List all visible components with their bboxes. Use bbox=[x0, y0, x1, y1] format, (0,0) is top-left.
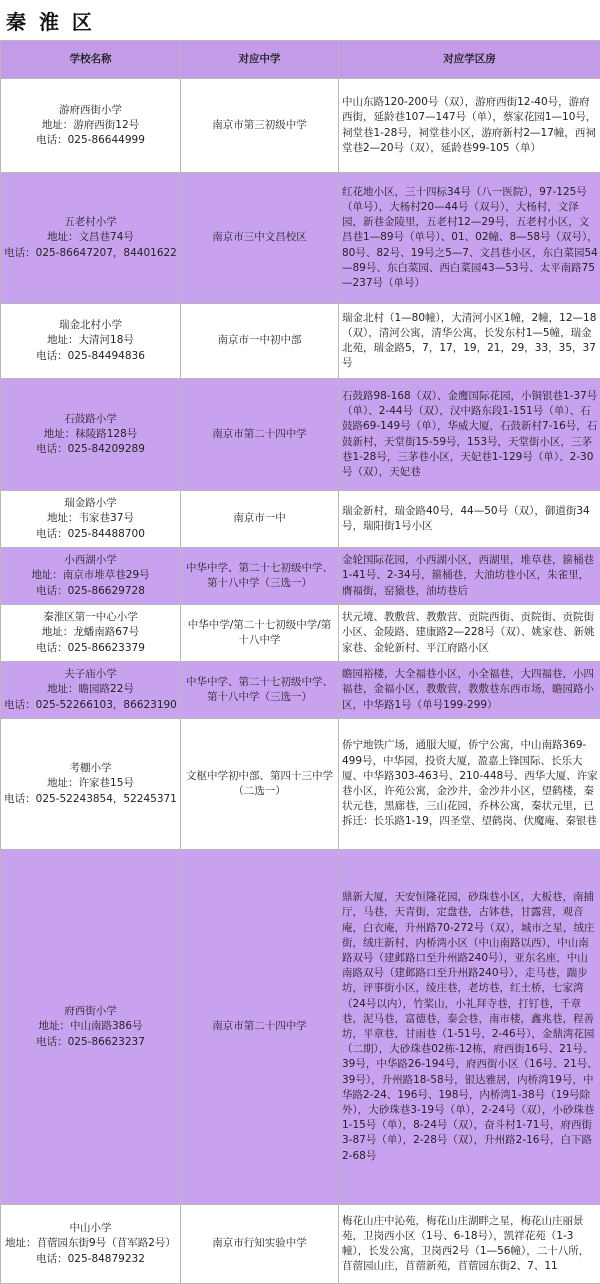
address-value: 南京市堆草巷29号 bbox=[63, 569, 150, 581]
table-header-row bbox=[1, 41, 600, 79]
table-row bbox=[1, 79, 600, 173]
school-address bbox=[3, 427, 178, 442]
address-label: 地址： bbox=[47, 777, 79, 789]
table-row bbox=[1, 719, 600, 850]
phone-label: 电话： bbox=[36, 134, 68, 146]
address-value: 文昌巷74号 bbox=[79, 231, 134, 243]
school-address bbox=[3, 333, 178, 348]
middle-school-cell: 南京市第三初级中学 bbox=[181, 79, 339, 173]
phone-label: 电话： bbox=[36, 585, 68, 597]
table-row bbox=[1, 491, 600, 548]
school-cell bbox=[1, 605, 181, 662]
table-row bbox=[1, 605, 600, 662]
school-name: 考棚小学 bbox=[3, 761, 178, 776]
district-housing-cell: 状元境、教敷营、教敷营、贡院西街、贡院街、贡院街小区、金陵路、建康路2—228号（双）、姚家巷、新姚家巷、金轮新村、平江府路小区 bbox=[339, 605, 600, 662]
address-label: 地址： bbox=[47, 231, 79, 243]
phone-label: 电话： bbox=[4, 247, 36, 259]
middle-school-cell: 南京市第二十四中学 bbox=[181, 850, 339, 1205]
school-phone bbox=[3, 527, 178, 542]
district-housing-cell: 石鼓路98-168（双）、金鹰国际花园，小铜银巷1-37号（单）、2-44号（双），汉中路东段1-151号（单）、石鼓路69-149号（单），华威大厦，石鼓新村7-16号，石鼓新村，天堂街15-59号，153号，天堂街小区，三茅巷1-28号，三茅巷小区，天妃巷1-129号（单）、2-30号（双），天妃巷 bbox=[339, 379, 600, 491]
school-name: 五老村小学 bbox=[3, 215, 178, 230]
school-address bbox=[3, 568, 178, 583]
school-cell bbox=[1, 662, 181, 719]
address-value: 游府西街12号 bbox=[73, 119, 139, 131]
phone-label: 电话： bbox=[36, 443, 68, 455]
phone-label: 电话： bbox=[36, 642, 68, 654]
table-row bbox=[1, 304, 600, 379]
phone-label: 电话： bbox=[4, 699, 36, 711]
school-phone bbox=[3, 133, 178, 148]
table-row bbox=[1, 379, 600, 491]
middle-school-cell: 中华中学、第二十七初级中学、第十八中学（三选一） bbox=[181, 548, 339, 605]
address-value: 中山南路386号 bbox=[70, 1020, 143, 1032]
district-housing-cell: 中山东路120-200号（双），游府西街12-40号，游府西街，延龄巷107—147号（单），蔡家花园1—10号，祠堂巷1-28号，祠堂巷小区，游府新村2—17幢，西祠堂巷2—20号（双），延龄巷99-105（单） bbox=[339, 79, 600, 173]
table-row bbox=[1, 1205, 600, 1284]
school-district-table bbox=[0, 40, 600, 1284]
middle-school-cell: 南京市第二十四中学 bbox=[181, 379, 339, 491]
school-cell bbox=[1, 548, 181, 605]
phone-value: 025-86647207，84401622 bbox=[36, 247, 177, 259]
table-row bbox=[1, 548, 600, 605]
middle-school-cell: 中华中学、第二十七初级中学、第十八中学（三选一） bbox=[181, 662, 339, 719]
school-name: 夫子庙小学 bbox=[3, 667, 178, 682]
address-value: 秣陵路128号 bbox=[75, 428, 137, 440]
header-district-housing: 对应学区房 bbox=[339, 41, 600, 79]
school-cell bbox=[1, 379, 181, 491]
address-value: 苜蓿园东街9号（苜军路2号） bbox=[37, 1237, 176, 1249]
address-value: 瞻园路22号 bbox=[79, 683, 134, 695]
school-name: 府西街小学 bbox=[3, 1004, 178, 1019]
address-label: 地址： bbox=[38, 1020, 70, 1032]
school-address bbox=[3, 625, 178, 640]
phone-label: 电话： bbox=[36, 350, 68, 362]
address-value: 龙蟠南路67号 bbox=[73, 626, 139, 638]
school-phone bbox=[3, 792, 178, 807]
phone-value: 025-84494836 bbox=[68, 350, 145, 362]
school-cell bbox=[1, 850, 181, 1205]
school-address bbox=[3, 776, 178, 791]
school-cell bbox=[1, 79, 181, 173]
school-phone bbox=[3, 442, 178, 457]
phone-value: 025-52243854，52245371 bbox=[36, 793, 177, 805]
phone-value: 025-84209289 bbox=[68, 443, 145, 455]
table-row bbox=[1, 173, 600, 304]
phone-label: 电话： bbox=[36, 528, 68, 540]
district-housing-cell: 红花地小区，三十四标34号（八一医院），97-125号（单号），大杨村20—44号（双号），大杨村，文泽园，新巷金陵里，五老村12—29号，五老村小区，文昌巷1—89号（单号）、01、02幢、8—58号（双号），80号、82号、19号之5—7、文昌巷小区，东白菜园54—89号、东白菜园、西白菜园43—53号、太平南路75—237号（单号） bbox=[339, 173, 600, 304]
district-housing-cell: 鼎新大厦，天安恒隆花园，砂珠巷小区，大板巷，南捕厅，马巷，天青街，定盘巷，古钵巷，甘露营，观音庵，白衣庵，升州路70-272号（双），城市之星，绒庄街，绒庄新村，内桥湾小区（中山南路以西），中山南路双号（建邺路口至升州路240号），亚东名座，中山南路双号（建邺路口至升州路240号），走马巷，踹步坊，评事街小区，绫庄巷，老坊巷，红土桥，七家湾（24号以内），竹桨山，小礼拜寺巷，打钉巷，千章巷，泥马巷，富德巷，泰会巷，南市楼，鑫兆巷，程善坊，平章巷，甘雨巷（1-51号，2-46号），金鼎湾花园（二期），大砂珠巷02栋-12栋，府西街16号、21号、39号，中华路26-194号，府西街小区（16号、21号、39号），升州路18-58号，银达雅居，内桥湾19号，中华路2-24、196号、198号，内桥湾1-38号（19号除外），大砂珠巷3-19号（单），2-24号（双），小砂珠巷1-15号（单），8-24号（双），奋斗村1-71号，府西街3-87号（单），2-28号（双），升州路2-16号，白下路2-68号 bbox=[339, 850, 600, 1205]
middle-school-cell: 南京市一中初中部 bbox=[181, 304, 339, 379]
header-school: 学校名称 bbox=[1, 41, 181, 79]
school-phone bbox=[3, 246, 178, 261]
header-middle-school: 对应中学 bbox=[181, 41, 339, 79]
school-address bbox=[3, 1019, 178, 1034]
school-cell bbox=[1, 173, 181, 304]
address-label: 地址： bbox=[42, 119, 74, 131]
school-address bbox=[3, 230, 178, 245]
school-phone bbox=[3, 698, 178, 713]
district-housing-cell: 侨宁地铁广场，通服大厦，侨宁公寓，中山南路369-499号，中华园，投资大厦，盈嘉上锋国际、长乐大厦、中华路303-463号、210-448号、西华大厦、许家巷小区，许苑公寓，金沙井，金沙井小区，望鹤楼，秦状元巷，黑廊巷，三山花园，乔林公寓，秦状元里，已拆迁：长乐路1-19，四圣堂、望鹤岗、伏魔庵、秦银巷 bbox=[339, 719, 600, 850]
school-address bbox=[3, 511, 178, 526]
address-value: 大清河18号 bbox=[79, 334, 134, 346]
address-label: 地址： bbox=[47, 683, 79, 695]
phone-label: 电话： bbox=[36, 1253, 68, 1265]
school-cell bbox=[1, 304, 181, 379]
phone-value: 025-84488700 bbox=[68, 528, 145, 540]
school-phone bbox=[3, 641, 178, 656]
school-address bbox=[3, 1236, 178, 1251]
middle-school-cell: 南京市一中 bbox=[181, 491, 339, 548]
address-label: 地址： bbox=[5, 1237, 37, 1249]
phone-value: 025-86644999 bbox=[68, 134, 145, 146]
phone-value: 025-84879232 bbox=[68, 1253, 145, 1265]
phone-value: 025-86629728 bbox=[68, 585, 145, 597]
middle-school-cell: 中华中学/第二十七初级中学/第十八中学 bbox=[181, 605, 339, 662]
district-housing-cell: 金轮国际花园，小西湖小区，西湖里，堆草巷，箍桶巷1-41号、2-34号，箍桶巷，大油坊巷小区，朱雀里，膺福街，窑猿巷，油坊巷后 bbox=[339, 548, 600, 605]
table-row bbox=[1, 662, 600, 719]
address-label: 地址： bbox=[31, 569, 63, 581]
address-label: 地址： bbox=[47, 334, 79, 346]
school-phone bbox=[3, 1035, 178, 1050]
address-label: 地址： bbox=[44, 428, 76, 440]
school-cell bbox=[1, 491, 181, 548]
school-address bbox=[3, 118, 178, 133]
address-value: 许家巷15号 bbox=[79, 777, 134, 789]
address-value: 韦家巷37号 bbox=[79, 512, 134, 524]
school-address bbox=[3, 682, 178, 697]
district-housing-cell: 瞻园裕楼，大全福巷小区，小全福巷，大四福巷，小四福巷，金福小区，教敷营，教敷巷东西市场，瞻园路小区，中华路1号（单号199-299） bbox=[339, 662, 600, 719]
address-label: 地址： bbox=[42, 626, 74, 638]
school-phone bbox=[3, 349, 178, 364]
phone-label: 电话： bbox=[36, 1036, 68, 1048]
school-name: 中山小学 bbox=[3, 1221, 178, 1236]
table-row bbox=[1, 850, 600, 1205]
phone-label: 电话： bbox=[4, 793, 36, 805]
school-name: 石鼓路小学 bbox=[3, 412, 178, 427]
school-phone bbox=[3, 584, 178, 599]
school-cell bbox=[1, 719, 181, 850]
school-phone bbox=[3, 1252, 178, 1267]
school-name: 瑞金北村小学 bbox=[3, 318, 178, 333]
district-housing-cell: 瑞金新村，瑞金路40号，44—50号（双），御道街34号，瑞阳街1号小区 bbox=[339, 491, 600, 548]
district-title: 秦 淮 区 bbox=[0, 0, 600, 40]
address-label: 地址： bbox=[47, 512, 79, 524]
phone-value: 025-86623237 bbox=[68, 1036, 145, 1048]
phone-value: 025-86623379 bbox=[68, 642, 145, 654]
middle-school-cell: 南京市三中文昌校区 bbox=[181, 173, 339, 304]
school-cell bbox=[1, 1205, 181, 1284]
school-name: 游府西街小学 bbox=[3, 103, 178, 118]
middle-school-cell: 南京市行知实验中学 bbox=[181, 1205, 339, 1284]
school-name: 小西湖小学 bbox=[3, 553, 178, 568]
middle-school-cell: 文枢中学初中部、第四十三中学（二选一） bbox=[181, 719, 339, 850]
district-housing-cell: 梅花山庄中沁苑，梅花山庄湖畔之星，梅花山庄丽景苑，卫岗西小区（1号、6-18号），凯祥花苑（1-3幢），长发公寓，卫岗西2号（1—56幢），二十八所，苜蓿园山庄，苜蓿新苑，苜蓿园东街2、7、11 bbox=[339, 1205, 600, 1284]
school-name: 瑞金路小学 bbox=[3, 496, 178, 511]
school-name: 秦淮区第一中心小学 bbox=[3, 610, 178, 625]
district-housing-cell: 瑞金北村（1—80幢），大清河小区1幢，2幢，12—18（双），清河公寓，清华公寓，长发东村1—5幢，瑞金北苑，瑞金路5，7，17，19，21，29，33，35，37号 bbox=[339, 304, 600, 379]
phone-value: 025-52266103，86623190 bbox=[36, 699, 177, 711]
